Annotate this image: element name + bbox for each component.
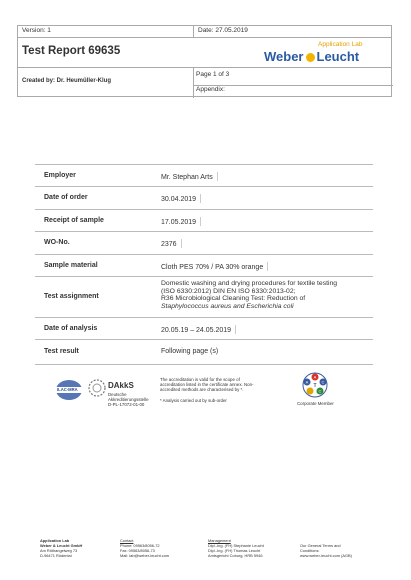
divider	[18, 37, 391, 38]
field-value-date-of-analysis: 20.05.19 – 24.05.2019	[161, 325, 236, 334]
field-value-test-assignment	[161, 280, 371, 310]
field-value-sample-material: Cloth PES 70% / PA 30% orange	[161, 262, 268, 271]
divider	[35, 339, 373, 340]
version-label: Version: 1	[22, 27, 51, 34]
aatcc-letter: A	[305, 379, 309, 385]
created-by: Created by: Dr. Heumüller-Klug	[22, 78, 112, 84]
divider	[35, 164, 373, 165]
aatcc-letter: C	[318, 388, 322, 394]
footer-company: Application Lab Weber & Leucht GmbH Am Röthangelweg 73 D-96471 Rödental	[40, 538, 83, 558]
field-label-receipt-of-sample: Receipt of sample	[44, 217, 104, 224]
divider	[35, 276, 373, 277]
field-label-wo-no: WO-No.	[44, 239, 70, 246]
ilac-mra-logo	[55, 378, 83, 402]
aatcc-logo	[300, 371, 330, 399]
footer-contact: Contact Phone: 09563/8056-72 Fax: 09563/8056-73 Mail: lab@weber-leucht.com	[120, 538, 170, 558]
ilac-text: ILAC-MRA	[57, 387, 78, 392]
appendix-label: Appendix:	[196, 86, 225, 93]
assignment-line: Staphylococcus aureus and Escherichia coli	[161, 302, 294, 310]
assignment-line: Domestic washing and drying procedures for textile testing	[161, 280, 338, 287]
field-label-sample-material: Sample material	[44, 262, 98, 269]
field-label-employer: Employer	[44, 172, 76, 179]
aatcc-letter: T	[313, 383, 317, 389]
field-value-receipt-of-sample: 17.05.2019	[161, 217, 201, 226]
divider	[35, 186, 373, 187]
aatcc-letter: A	[313, 374, 317, 380]
dakks-logo	[88, 377, 148, 407]
sun-dot-icon	[306, 53, 315, 62]
report-date: Date: 27.05.2019	[198, 27, 248, 34]
assignment-line: R36 Microbiological Cleaning Test: Reduction of	[161, 295, 306, 302]
logo-brand-right: Leucht	[316, 49, 360, 64]
dakks-name: DAkkS	[108, 381, 134, 390]
divider	[35, 364, 373, 365]
logo-brand-left: Weber	[264, 49, 304, 64]
divider	[18, 67, 391, 68]
field-value-date-of-order: 30.04.2019	[161, 194, 201, 203]
page-number: Page 1 of 3	[196, 71, 230, 78]
field-label-test-assignment: Test assignment	[44, 293, 99, 300]
divider	[35, 317, 373, 318]
accreditation-note: The accreditation is valid for the scope of accreditation listed in the certificate annex. Non- accredited methods are characterised by *. * Analysis carried out by sub-order	[160, 377, 254, 403]
corporate-member-label: Corporate Member	[297, 401, 334, 406]
field-label-test-result: Test result	[44, 348, 79, 355]
divider	[35, 254, 373, 255]
field-label-date-of-analysis: Date of analysis	[44, 325, 98, 332]
assignment-line: (ISO 6330:2012) DIN EN ISO 6330:2013-02;	[161, 287, 296, 295]
company-logo	[264, 49, 359, 64]
field-value-wo-no: 2376	[161, 239, 182, 248]
divider	[193, 26, 194, 37]
divider	[193, 67, 194, 98]
report-title: Test Report 69635	[22, 45, 121, 57]
field-label-date-of-order: Date of order	[44, 194, 88, 201]
divider	[35, 209, 373, 210]
footer-management: Management Dipl.-Ing. (FH) Stephanie Leucht Dipl.-Ing. (FH) Thomas Leucht Amtsgericht Coburg, HRB 5946	[208, 538, 264, 558]
aatcc-letter: C	[321, 379, 325, 385]
footer-terms: Our General Terms and Conditions: www.weber-leucht.com (AGB)	[300, 543, 352, 558]
field-value-test-result: Following page (s)	[161, 348, 219, 355]
field-value-employer: Mr. Stephan Arts	[161, 172, 218, 181]
logo-tagline: Application Lab	[318, 41, 363, 48]
divider	[35, 231, 373, 232]
dakks-sub: Deutsche Akkreditierungsstelle D-PL-17072-01-00	[108, 392, 149, 408]
